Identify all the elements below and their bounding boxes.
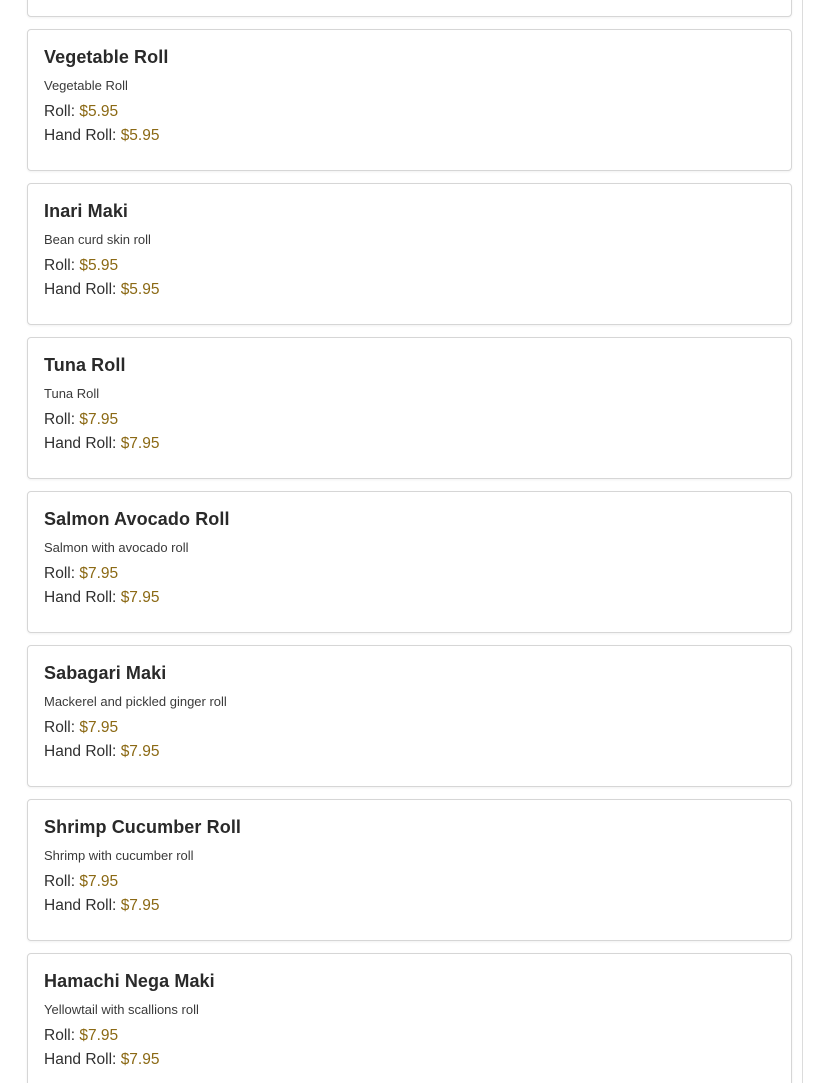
roll-price-line <box>44 716 775 740</box>
roll-price-label: Roll: <box>44 719 76 736</box>
roll-price-label: Roll: <box>44 873 76 890</box>
menu-list <box>27 0 792 1083</box>
menu-item-name: Vegetable Roll <box>44 47 169 67</box>
hand-roll-price-label: Hand Roll: <box>44 897 117 914</box>
menu-item-description: Tuna Roll <box>44 386 100 401</box>
menu-item-description: Salmon with avocado roll <box>44 540 189 555</box>
roll-price: $7.95 <box>79 565 119 582</box>
hand-roll-price: $7.95 <box>120 743 160 760</box>
roll-price-line <box>44 408 775 432</box>
menu-item-card <box>27 491 792 633</box>
hand-roll-price-label: Hand Roll: <box>44 127 117 144</box>
hand-roll-price-line <box>44 278 775 302</box>
hand-roll-price: $7.95 <box>120 897 160 914</box>
hand-roll-price-label: Hand Roll: <box>44 743 117 760</box>
hand-roll-price: $7.95 <box>120 435 160 452</box>
menu-item-description: Shrimp with cucumber roll <box>44 848 194 863</box>
menu-item-name: Salmon Avocado Roll <box>44 509 230 529</box>
roll-price: $7.95 <box>79 1027 119 1044</box>
menu-item-name: Inari Maki <box>44 201 129 221</box>
roll-price: $7.95 <box>79 873 119 890</box>
hand-roll-price-line <box>44 432 775 456</box>
roll-price: $5.95 <box>79 103 119 120</box>
hand-roll-price-line <box>44 1048 775 1072</box>
hand-roll-price-line <box>44 586 775 610</box>
roll-price-line <box>44 562 775 586</box>
hand-roll-price: $5.95 <box>120 127 160 144</box>
hand-roll-price-label: Hand Roll: <box>44 281 117 298</box>
menu-item-card <box>27 953 792 1083</box>
menu-item-card <box>27 645 792 787</box>
hand-roll-price-line <box>44 124 775 148</box>
menu-item-card <box>27 799 792 941</box>
roll-price-line <box>44 254 775 278</box>
hand-roll-price-line <box>44 894 775 918</box>
hand-roll-price-label: Hand Roll: <box>44 1051 117 1068</box>
menu-item-card <box>27 0 792 17</box>
menu-item-description: Vegetable Roll <box>44 78 128 93</box>
menu-item-name: Tuna Roll <box>44 355 126 375</box>
roll-price-label: Roll: <box>44 257 76 274</box>
roll-price-label: Roll: <box>44 411 76 428</box>
roll-price-label: Roll: <box>44 565 76 582</box>
menu-item-name: Sabagari Maki <box>44 663 167 683</box>
menu-item-description: Yellowtail with scallions roll <box>44 1002 199 1017</box>
hand-roll-price-label: Hand Roll: <box>44 435 117 452</box>
hand-roll-price-label: Hand Roll: <box>44 589 117 606</box>
roll-price-line <box>44 870 775 894</box>
roll-price-line <box>44 100 775 124</box>
roll-price: $7.95 <box>79 719 119 736</box>
hand-roll-price: $7.95 <box>120 1051 160 1068</box>
menu-item-description: Bean curd skin roll <box>44 232 151 247</box>
roll-price: $5.95 <box>79 257 119 274</box>
roll-price: $7.95 <box>79 411 119 428</box>
hand-roll-price: $7.95 <box>120 589 160 606</box>
menu-item-card <box>27 337 792 479</box>
menu-item-card <box>27 183 792 325</box>
page-edge-divider <box>802 0 803 1083</box>
menu-item-name: Hamachi Nega Maki <box>44 971 215 991</box>
roll-price-label: Roll: <box>44 103 76 120</box>
roll-price-line <box>44 1024 775 1048</box>
menu-item-name: Shrimp Cucumber Roll <box>44 817 242 837</box>
roll-price-label: Roll: <box>44 1027 76 1044</box>
hand-roll-price-line <box>44 740 775 764</box>
hand-roll-price: $5.95 <box>120 281 160 298</box>
menu-item-description: Mackerel and pickled ginger roll <box>44 694 227 709</box>
menu-item-card <box>27 29 792 171</box>
